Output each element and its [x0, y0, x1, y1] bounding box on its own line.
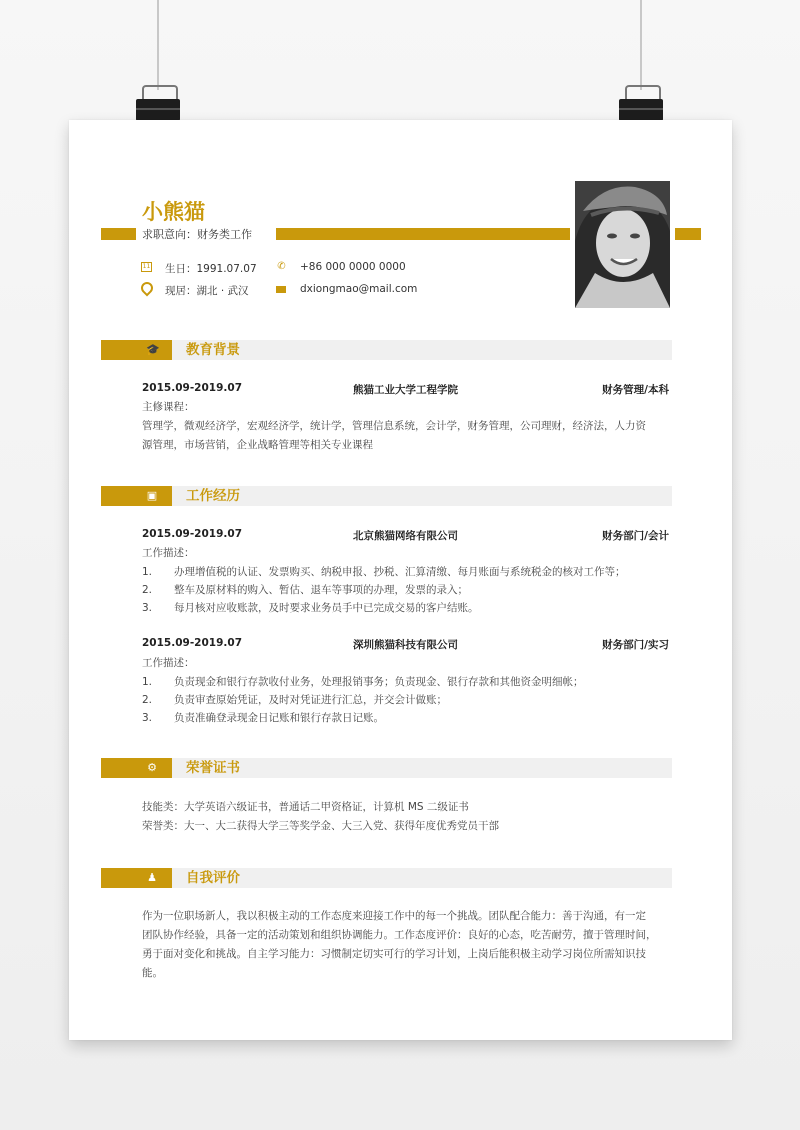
job-item: 3. 负责准确登录现金日记账和银行存款日记账。 — [142, 712, 384, 724]
courses-label: 主修课程： — [142, 401, 195, 413]
job-desc-label: 工作描述： — [142, 547, 195, 559]
job-item: 1. 办理增值税的认证、发票购买、纳税申报、抄税、汇算清缴、每月账面与系统税金的核对工作等； — [142, 566, 626, 578]
phone-text: +86 000 0000 0000 — [300, 261, 406, 273]
graduation-cap-icon: 🎓 — [146, 343, 160, 356]
profile-photo — [575, 181, 670, 308]
self-section-header — [101, 868, 672, 888]
courses-line-1: 管理学，微观经济学，宏观经济学，统计学，管理信息系统，会计学，财务管理，公司理财，经济法，人力资 — [142, 420, 646, 432]
honors-title: 荣誉证书 — [186, 760, 240, 776]
mail-icon — [276, 286, 286, 293]
email-text: dxiongmao@mail.com — [300, 283, 418, 295]
self-line-1: 作为一位职场新人，我以积极主动的工作态度来迎接工作中的每一个挑战。团队配合能力：善于沟通，有一定 — [142, 910, 646, 922]
courses-line-2: 源管理，市场营销，企业战略管理等相关专业课程 — [142, 439, 373, 451]
self-line-3: 勇于面对变化和挑战。自主学习能力：习惯制定切实可行的学习计划，上岗后能积极主动学习岗位所需知识技 — [142, 948, 646, 960]
calendar-icon: 11 — [142, 263, 151, 270]
briefcase-icon: ▣ — [146, 489, 158, 502]
education-period: 2015.09-2019.07 — [142, 382, 243, 394]
education-major: 财务管理/本科 — [602, 384, 669, 396]
work-title: 工作经历 — [186, 488, 240, 504]
job-row — [142, 528, 669, 542]
honors-section-header — [101, 758, 672, 778]
job-period: 2015.09-2019.07 — [142, 528, 243, 540]
person-icon: ♟ — [147, 871, 157, 884]
education-row — [142, 382, 669, 396]
gear-icon: ⚙ — [147, 761, 157, 774]
job-period: 2015.09-2019.07 — [142, 637, 243, 649]
job-company: 北京熊猫网络有限公司 — [353, 530, 458, 542]
job-role: 财务部门/实习 — [602, 639, 669, 651]
education-title: 教育背景 — [186, 342, 240, 358]
birthday-text: 生日：1991.07.07 — [165, 263, 257, 275]
job-item: 2. 负责审查原始凭证，及时对凭证进行汇总，并交会计做账； — [142, 694, 447, 706]
self-line-4: 能。 — [142, 967, 163, 979]
left-hanging-wire — [157, 0, 159, 90]
job-role: 财务部门/会计 — [602, 530, 669, 542]
skills-text: 技能类：大学英语六级证书，普通话二甲资格证，计算机 MS 二级证书 — [142, 801, 469, 813]
education-section-header — [101, 340, 672, 360]
job-item: 2. 整车及原材料的购入、暂估、退车等事项的办理，发票的录入； — [142, 584, 468, 596]
job-desc-label: 工作描述： — [142, 657, 195, 669]
residence-text: 现居：湖北 · 武汉 — [165, 285, 249, 297]
job-item: 3. 每月核对应收账款，及时要求业务员手中已完成交易的客户结账。 — [142, 602, 479, 614]
accent-bar-right — [675, 228, 701, 240]
job-row — [142, 637, 669, 651]
job-item: 1. 负责现金和银行存款收付业务，处理报销事务；负责现金、银行存款和其他资金明细帐； — [142, 676, 584, 688]
phone-icon: ✆ — [277, 261, 286, 272]
right-hanging-wire — [640, 0, 642, 90]
education-school: 熊猫工业大学工程学院 — [353, 384, 458, 396]
accent-bar-left — [101, 228, 136, 240]
self-title: 自我评价 — [186, 870, 240, 886]
accent-bar-middle — [276, 228, 570, 240]
work-section-header — [101, 486, 672, 506]
job-intent: 求职意向：财务类工作 — [142, 228, 252, 241]
job-company: 深圳熊猫科技有限公司 — [353, 639, 458, 651]
candidate-name: 小熊猫 — [142, 200, 205, 224]
awards-text: 荣誉类：大一、大二获得大学三等奖学金、大三入党、获得年度优秀党员干部 — [142, 820, 499, 832]
self-line-2: 团队协作经验，具备一定的活动策划和组织协调能力。工作态度评价：良好的心态，吃苦耐劳，擅于管理时间， — [142, 929, 657, 941]
